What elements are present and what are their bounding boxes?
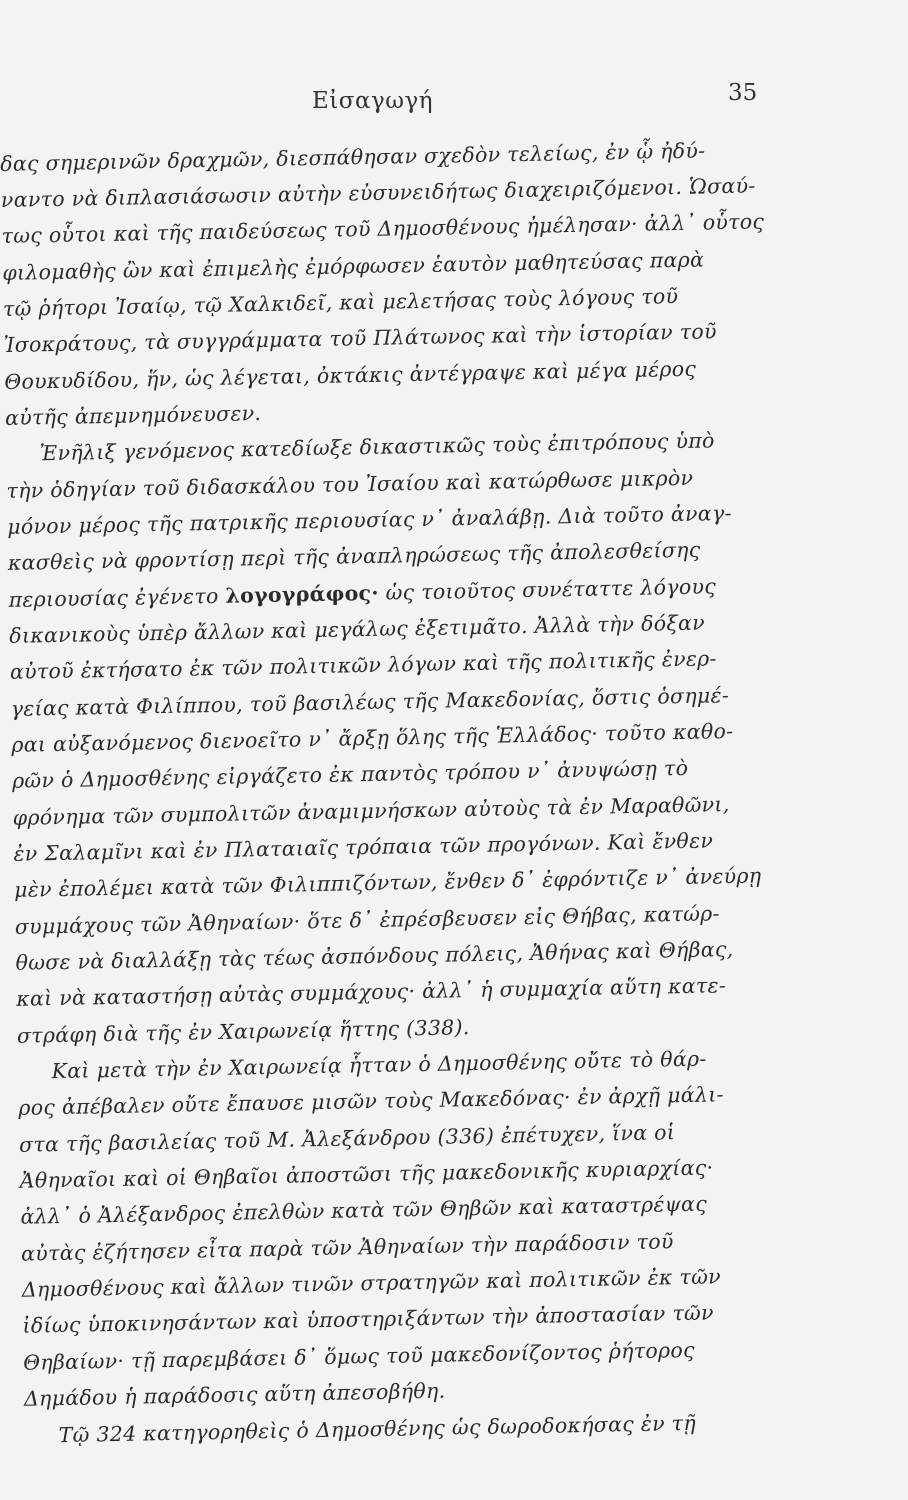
text-line: καὶ νὰ καταστήσῃ αὐτὰς συμμάχους· ἀλλ᾽ ἡ συμμαχία αὕτη κατε- bbox=[16, 973, 727, 1011]
text-line: ρῶν ὁ Δημοσθένης εἰργάζετο ἐκ παντὸς τρόπου ν᾽ ἀνυψώσῃ τὸ bbox=[11, 755, 689, 793]
paragraph-start-line: Ἐνῆλιξ γενόμενος κατεδίωξε δικαστικῶς τοὺς ἐπιτρόπους ὑπὸ bbox=[39, 428, 715, 466]
text-line: τῷ ῥήτορι Ἰσαίῳ, τῷ Χαλκιδεῖ, καὶ μελετήσας τοὺς λόγους τοῦ bbox=[2, 284, 679, 321]
text-line: στράφη διὰ τῆς ἐν Χαιρωνείᾳ ἥττης (338). bbox=[16, 1015, 470, 1048]
text-line: τως οὗτοι καὶ τῆς παιδεύσεως τοῦ Δημοσθένους ἠμέλησαν· ἀλλ᾽ οὗτος bbox=[1, 209, 765, 248]
text-line: Θηβαίων· τῇ παρεμβάσει δ᾽ ὅμως τοῦ μακεδονίζοντος ῥήτορος bbox=[23, 1337, 695, 1375]
text-line: Δημοσθένους καὶ ἄλλων τινῶν στρατηγῶν καὶ πολιτικῶν ἐκ τῶν bbox=[21, 1264, 722, 1302]
text-line: γείας κατὰ Φιλίππου, τοῦ βασιλέως τῆς Μακεδονίας, ὅστις ὁσημέ- bbox=[10, 683, 730, 721]
text-line: ναντο νὰ διπλασιάσωσιν αὐτὴν εὐσυνειδήτως διαχειριζόμενοι. Ὡσαύ- bbox=[0, 173, 756, 212]
text-line: ρος ἀπέβαλεν οὔτε ἔπαυσε μισῶν τοὺς Μακεδόνας· ἐν ἀρχῇ μάλι- bbox=[18, 1082, 724, 1120]
text-line: δικανικοὺς ὑπὲρ ἄλλων καὶ μεγάλως ἐξετιμᾶτο. Ἀλλὰ τὴν δόξαν bbox=[9, 610, 706, 648]
page-number: 35 bbox=[728, 80, 758, 106]
text-line: Ἀθηναῖοι καὶ οἱ Θηβαῖοι ἀποστῶσι τῆς μακεδονικῆς κυριαρχίας· bbox=[19, 1155, 714, 1193]
text-line: Δημάδου ἡ παράδοσις αὕτη ἀπεσοβήθη. bbox=[23, 1378, 446, 1411]
text-line: στα τῆς βασιλείας τοῦ Μ. Ἀλεξάνδρου (336) ἐπέτυχεν, ἵνα οἱ bbox=[18, 1120, 676, 1157]
text-line: μόνον μέρος τῆς πατρικῆς περιουσίας ν᾽ ἀναλάβῃ. Διὰ τοῦτο ἀναγ- bbox=[6, 501, 732, 539]
text-line: ἰδίως ὑποκινησάντων καὶ ὑποστηριξάντων τὴν ἀποστασίαν τῶν bbox=[22, 1300, 714, 1338]
text-line: ραι αὐξανόμενος διενοεῖτο ν᾽ ἄρξῃ ὅλης τῆς Ἑλλάδος· τοῦτο καθο- bbox=[11, 719, 734, 757]
text-line: αὐτὰς ἐζήτησεν εἶτα παρὰ τῶν Ἀθηναίων τὴν παράδοσιν τοῦ bbox=[20, 1229, 674, 1266]
running-head: Εἰσαγωγή bbox=[312, 88, 434, 114]
text-line: δας σημερινῶν δραχμῶν, διεσπάθησαν σχεδὸν τελείως, ἐν ᾧ ἠδύ- bbox=[0, 138, 706, 176]
text-line: ἀλλ᾽ ὁ Ἀλέξανδρος ἐπελθὼν κατὰ τῶν Θηβῶν καὶ καταστρέψας bbox=[20, 1191, 708, 1229]
text-line: αὐτῆς ἀπεμνημόνευσεν. bbox=[4, 401, 262, 430]
text-line: μὲν ἐπολέμει κατὰ τῶν Φιλιππιζόντων, ἔνθεν δ᾽ ἐφρόντιζε ν᾽ ἀνεύρῃ bbox=[13, 863, 762, 902]
text-line: Ἰσοκράτους, τὰ συγγράμματα τοῦ Πλάτωνος καὶ τὴν ἱστορίαν τοῦ bbox=[3, 319, 718, 357]
paragraph-start-line: Τῷ 324 κατηγορηθεὶς ὁ Δημοσθένης ὡς δωροδοκήσας ἐν τῇ bbox=[58, 1410, 697, 1448]
paragraph-start-line: Καὶ μετὰ τὴν ἐν Χαιρωνείᾳ ἧτταν ὁ Δημοσθένης οὔτε τὸ θάρ- bbox=[51, 1046, 707, 1084]
text-line: θωσε νὰ διαλλάξῃ τὰς τέως ἀσπόνδους πόλεις, Ἀθήνας καὶ Θήβας, bbox=[15, 937, 734, 975]
text-line: φρόνημα τῶν συμπολιτῶν ἀναμιμνήσκων αὐτοὺς τὰ ἐν Μαραθῶνι, bbox=[12, 792, 730, 830]
text-run: ὡς τοιοῦτος συνέταττε λόγους bbox=[385, 574, 717, 605]
text-line: Θουκυδίδου, ἥν, ὡς λέγεται, ὀκτάκις ἀντέγραψε καὶ μέγα μέρος bbox=[4, 356, 697, 394]
text-run: περιουσίας ἐγένετο bbox=[8, 583, 219, 612]
text-line: τὴν ὁδηγίαν τοῦ διδασκάλου του Ἰσαίου καὶ κατώρθωσε μικρὸν bbox=[6, 465, 694, 503]
text-line: κασθεὶς νὰ φροντίσῃ περὶ τῆς ἀναπληρώσεως τῆς ἀπολεσθείσης bbox=[7, 537, 701, 575]
body-text bbox=[0, 137, 790, 1448]
text-line: αὐτοῦ ἐκτήσατο ἐκ τῶν πολιτικῶν λόγων καὶ τῆς πολιτικῆς ἐνερ- bbox=[9, 646, 717, 684]
text-line: ἐν Σαλαμῖνι καὶ ἐν Πλαταιαῖς τρόπαια τῶν προγόνων. Καὶ ἔνθεν bbox=[13, 828, 714, 866]
text-line: φιλομαθὴς ὢν καὶ ἐπιμελὴς ἐμόρφωσεν ἑαυτὸν μαθητεύσας παρὰ bbox=[2, 247, 705, 285]
bold-term: λογογράφος· bbox=[225, 580, 379, 608]
text-line: συμμάχους τῶν Ἀθηναίων· ὅτε δ᾽ ἐπρέσβευσεν εἰς Θήβας, κατώρ- bbox=[14, 901, 720, 939]
